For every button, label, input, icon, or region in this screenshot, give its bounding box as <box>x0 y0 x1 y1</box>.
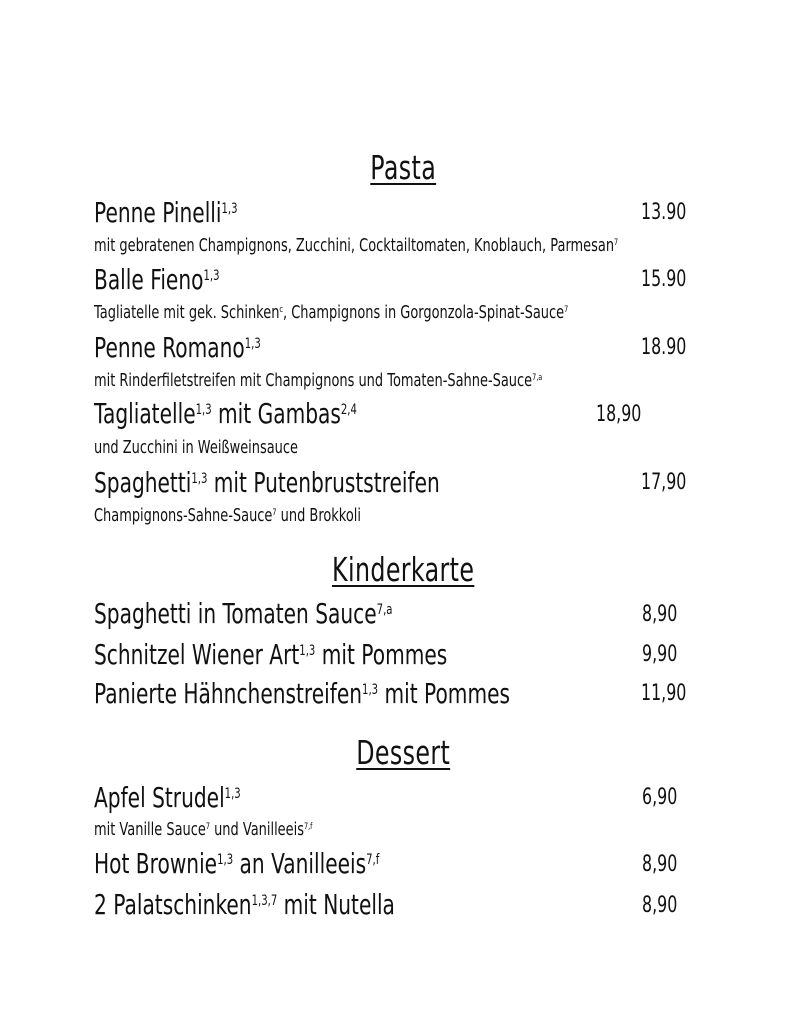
dish-price: 8,90 <box>642 893 678 918</box>
dish-price: 13.90 <box>641 200 687 225</box>
dish-name: Schnitzel Wiener Art$^{1,3}$ mit Pommes <box>94 638 448 671</box>
dish-price: 9,90 <box>642 642 678 667</box>
dish-name: Hot Brownie$^{1,3}$ an Vanilleeis$^{7,f}$ <box>94 847 380 880</box>
section-title-pasta: Pasta <box>370 148 437 187</box>
dish-description: Tagliatelle mit gek. Schinken$^c$, Champignons in Gorgonzola-Spinat-Sauce$^7$ <box>94 302 569 323</box>
dish-price: 17,90 <box>641 470 687 495</box>
dish-name: Balle Fieno$^{1,3}$ <box>94 263 220 296</box>
dish-description: und Zucchini in Weißweinsauce <box>94 437 298 458</box>
dish-name: Penne Pinelli$^{1,3}$ <box>94 196 238 229</box>
dish-name: Spaghetti in Tomaten Sauce$^{7,a}$ <box>94 597 393 630</box>
dish-name: Penne Romano$^{1,3}$ <box>94 331 261 364</box>
dish-price: 18.90 <box>641 335 687 360</box>
dish-name: Tagliatelle$^{1,3}$ mit Gambas$^{2,4}$ <box>94 397 357 430</box>
dish-name: 2 Palatschinken$^{1,3,7}$ mit Nutella <box>94 888 395 921</box>
dish-price: 8,90 <box>642 602 678 627</box>
dish-description: mit gebratenen Champignons, Zucchini, Cocktailtomaten, Knoblauch, Parmesan$^7$ <box>94 235 619 256</box>
dish-name: Panierte Hähnchenstreifen$^{1,3}$ mit Pommes <box>94 677 510 710</box>
dish-price: 11,90 <box>641 681 687 706</box>
dish-price: 6,90 <box>642 785 678 810</box>
dish-price: 18,90 <box>596 402 642 427</box>
dish-name: Spaghetti$^{1,3}$ mit Putenbruststreifen <box>94 466 440 499</box>
dish-description: Champignons-Sahne-Sauce$^7$ und Brokkoli <box>94 505 361 526</box>
dish-price: 8,90 <box>642 852 678 877</box>
dish-name: Apfel Strudel$^{1,3}$ <box>94 781 241 814</box>
dish-price: 15.90 <box>641 267 687 292</box>
section-title-kinderkarte: Kinderkarte <box>332 550 475 589</box>
section-title-dessert: Dessert <box>356 733 451 772</box>
dish-description: mit Vanille Sauce$^7$ und Vanilleeis$^{7,f}$ <box>94 819 313 840</box>
dish-description: mit Rinderfiletstreifen mit Champignons und Tomaten-Sahne-Sauce$^{7,a}$ <box>94 370 543 391</box>
